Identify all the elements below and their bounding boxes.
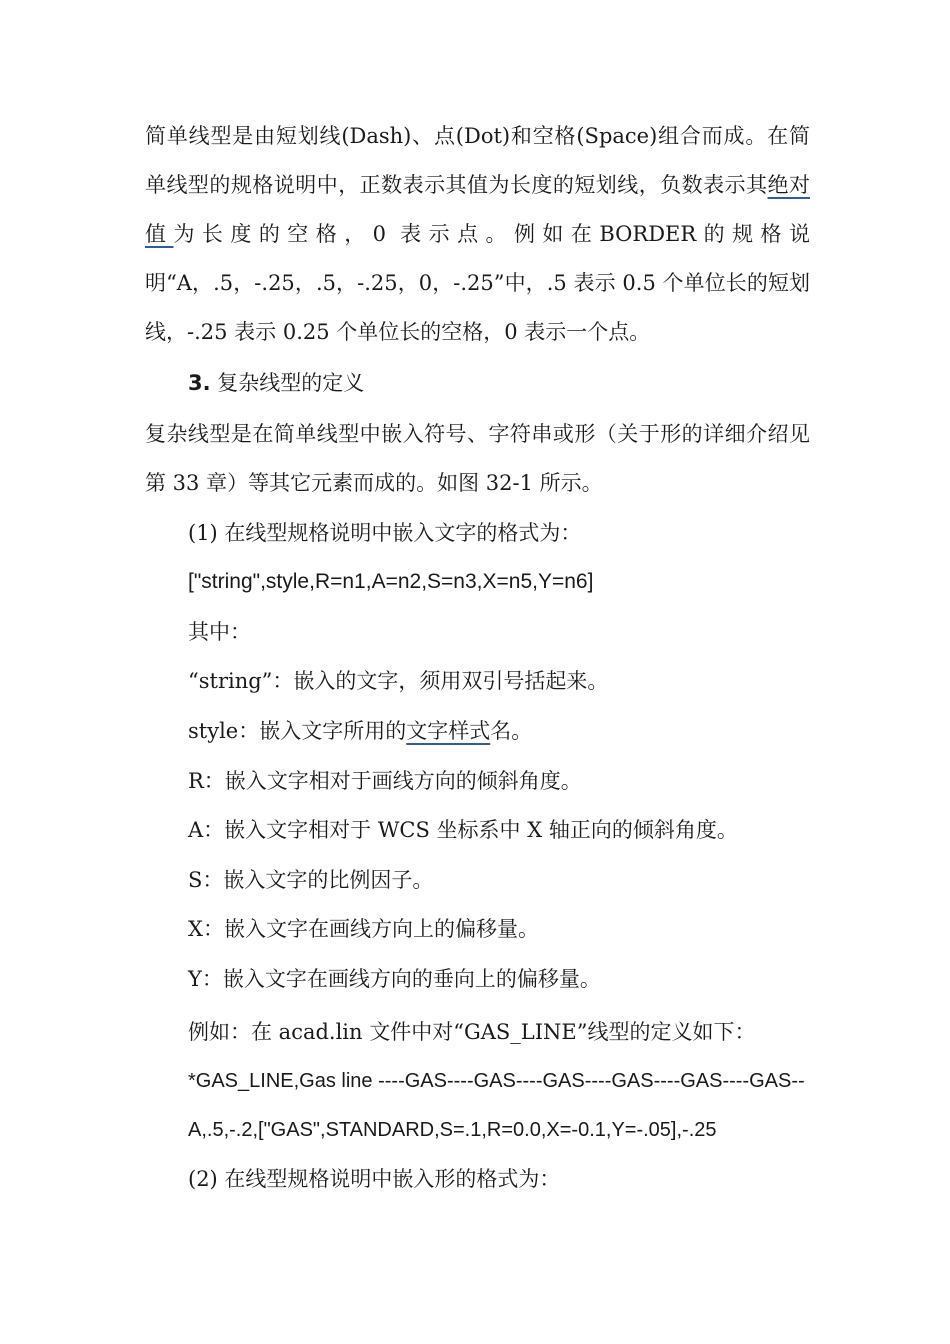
format-string: ["string",style,R=n1,A=n2,S=n3,X=n5,Y=n6] [188,570,594,593]
def-string: “string”：嵌入的文字，须用双引号括起来。 [188,669,609,693]
paragraph-simple-linetype [145,112,810,357]
section-number: 3. [188,371,211,395]
def-s: S：嵌入文字的比例因子。 [188,868,434,892]
item2-title: (2) 在线型规格说明中嵌入形的格式为： [188,1167,561,1191]
para1-text-a: 简单线型是由短划线(Dash)、点(Dot)和空格(Space)组合而成。在简单线型的规格说明中，正数表示其值为长度的短划线，负数表示其 [145,124,810,197]
item1-title: (1) 在线型规格说明中嵌入文字的格式为： [188,521,582,545]
def-style [188,716,532,746]
where-label: 其中： [188,620,251,644]
absolute-value-link: 绝对值 [145,173,810,246]
section-title: 复杂线型的定义 [217,371,365,395]
example-intro: 例如：在 acad.lin 文件中对“GAS_LINE”线型的定义如下： [188,1020,756,1044]
def-a: A：嵌入文字相对于 WCS 坐标系中 X 轴正向的倾斜角度。 [188,818,738,842]
example-line-1: *GAS_LINE,Gas line ----GAS----GAS----GAS----GAS----GAS----GAS-- [188,1070,805,1092]
section-heading [188,368,364,398]
example-line-2: A,.5,-.2,["GAS",STANDARD,S=.1,R=0.0,X=-0.1,Y=-.05],-.25 [188,1119,717,1141]
paragraph-complex-linetype: 复杂线型是在简单线型中嵌入符号、字符串或形（关于形的详细介绍见第 33 章）等其它元素而成的。如图 32-1 所示。 [145,422,810,495]
def-x: X：嵌入文字在画线方向上的偏移量。 [188,917,539,941]
def-style-a: style：嵌入文字所用的 [188,719,407,743]
text-style-link: 文字样式 [406,719,491,743]
def-style-b: 名。 [490,719,533,743]
def-y: Y：嵌入文字在画线方向的垂向上的偏移量。 [188,967,601,991]
def-r: R：嵌入文字相对于画线方向的倾斜角度。 [188,769,582,793]
para1-text-b: 为长度的空格，0 表示点。例如在BORDER的规格说明“A，.5，-.25，.5，-.25，0，-.25”中，.5 表示 0.5 个单位长的短划线，-.25 表示 0.25 个单位长的空格，0 表示一个点。 [145,222,810,344]
